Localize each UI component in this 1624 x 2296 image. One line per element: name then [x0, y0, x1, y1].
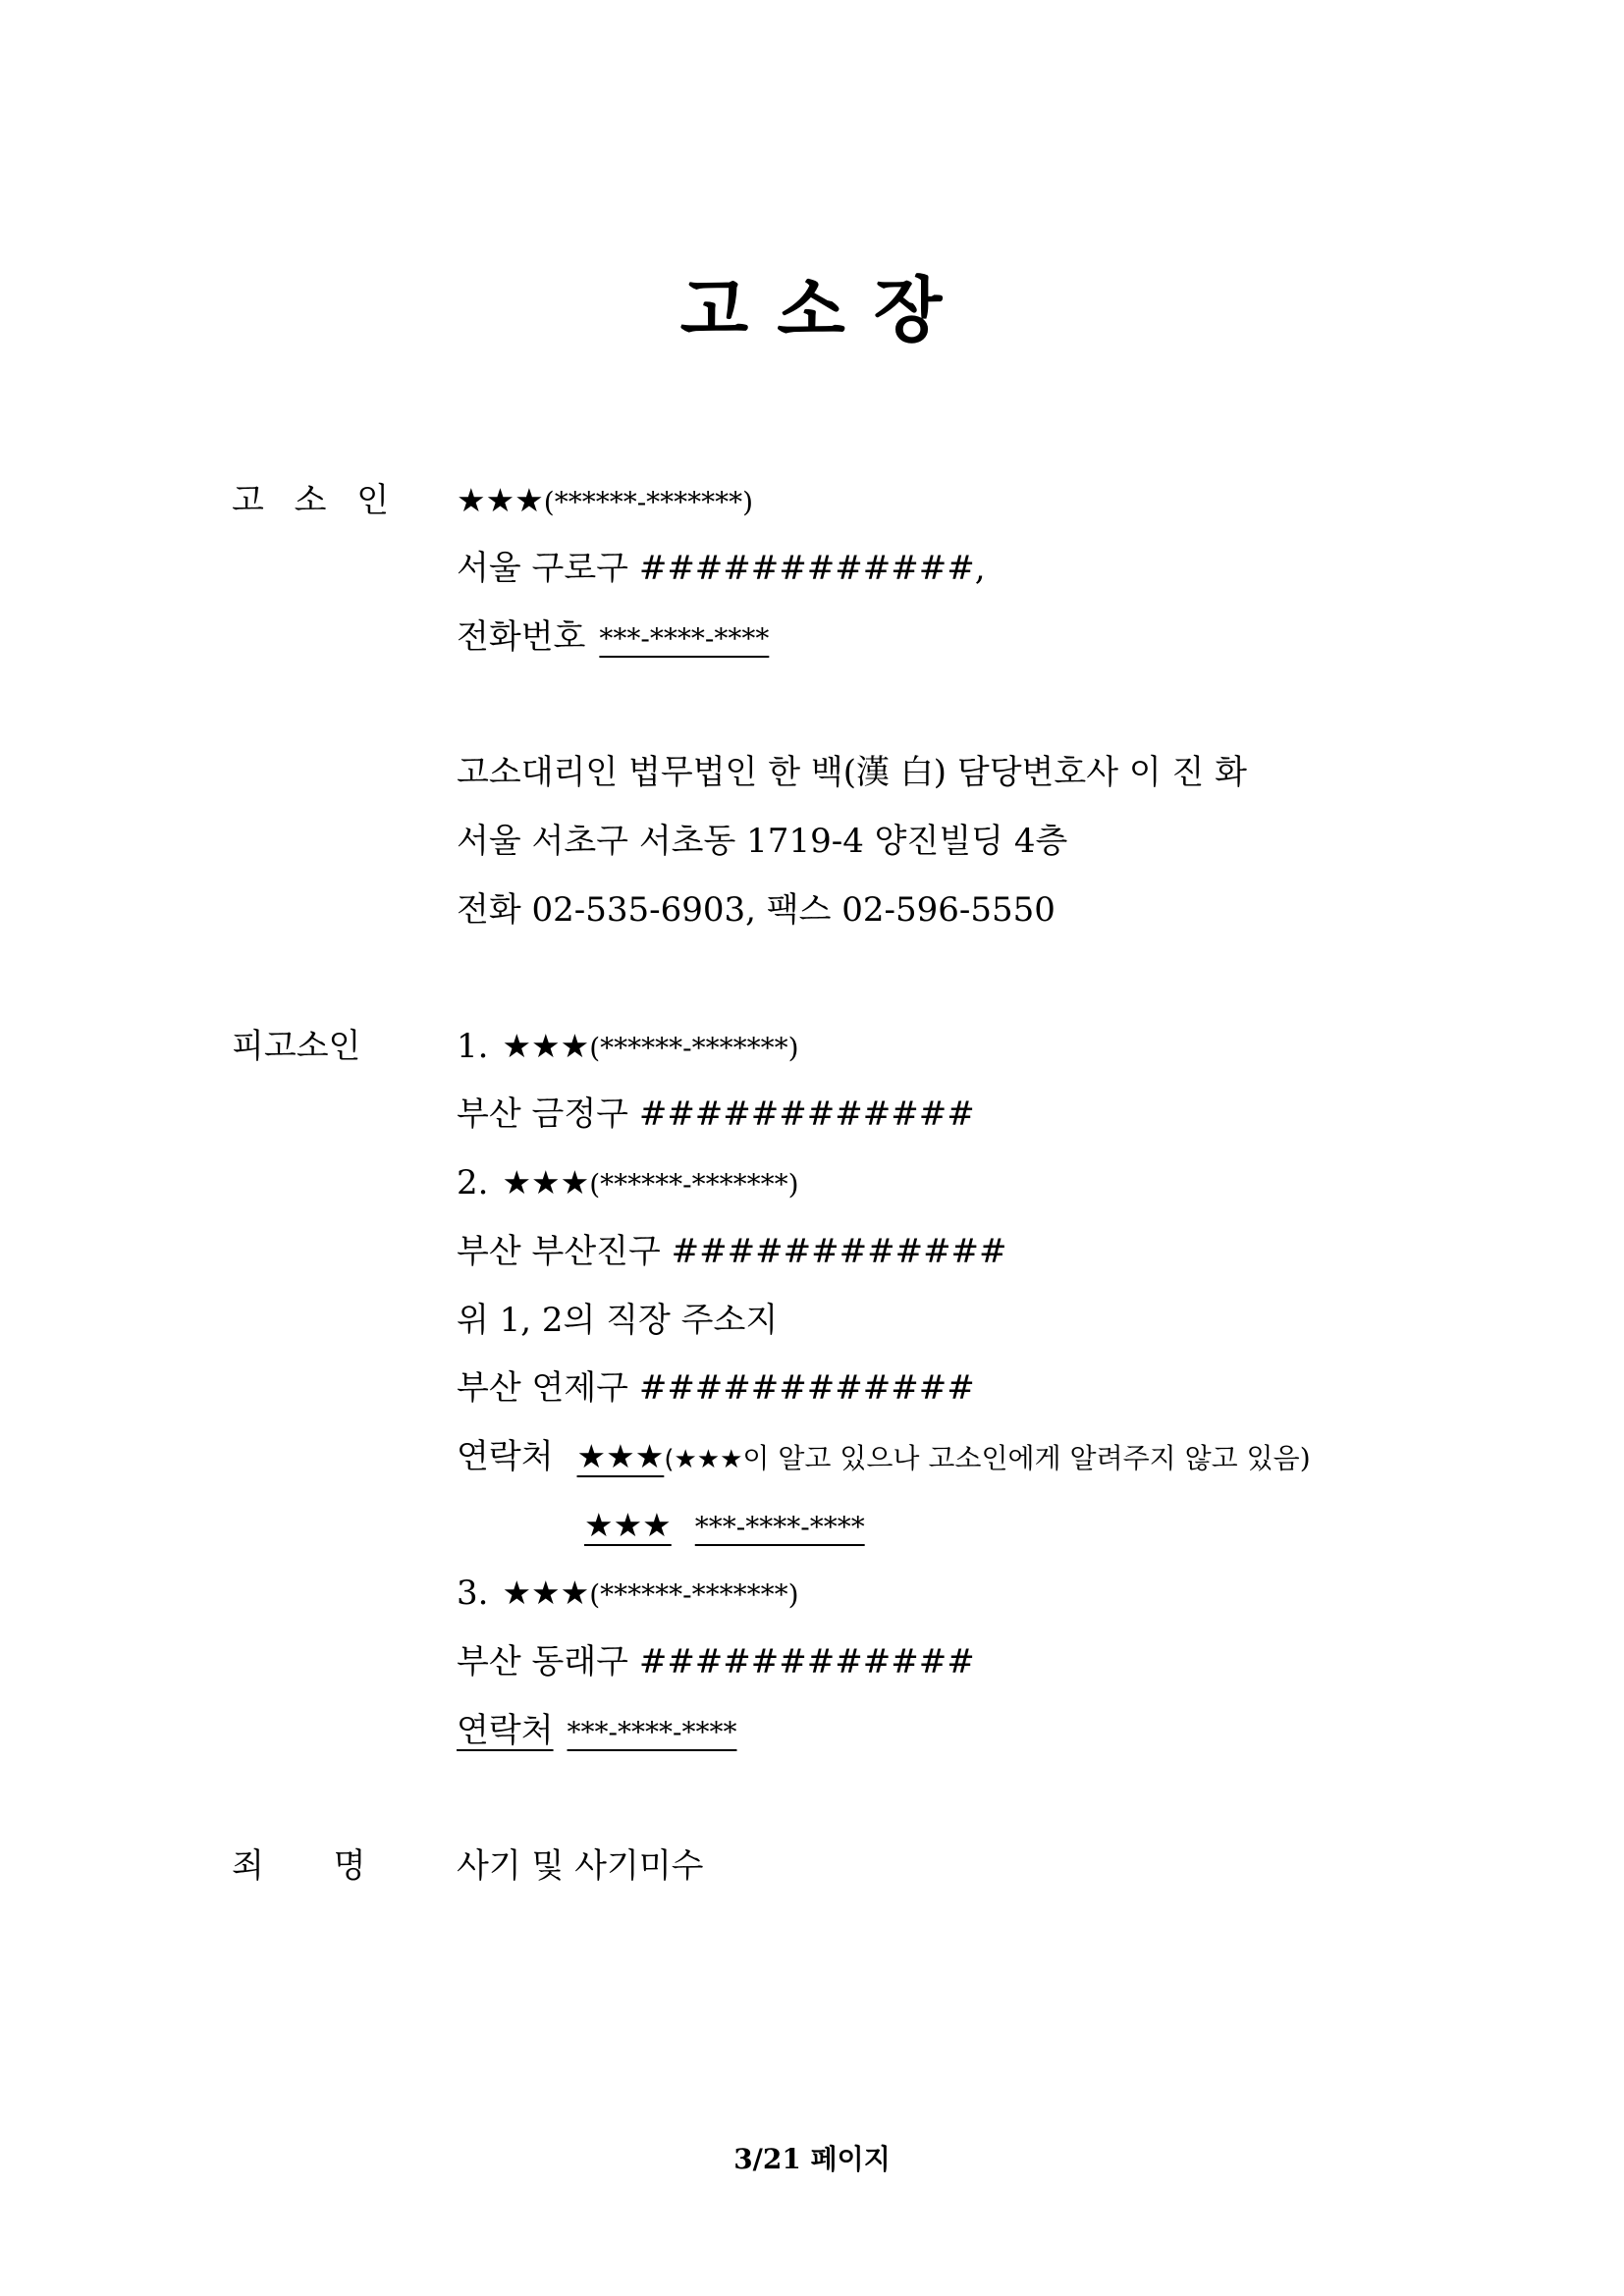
defendant-3-name-mask: ★★★: [502, 1574, 590, 1612]
complainant-label: 고 소 인: [232, 481, 400, 520]
defendants-label: 피고소인: [232, 1027, 361, 1066]
complainant-id-mask: (******-*******): [543, 486, 754, 518]
defendant-1-address: 부산 금정구 ############: [457, 1095, 975, 1134]
workplace-address: 부산 연제구 ############: [457, 1368, 975, 1408]
defendant-3-number: 3.: [457, 1574, 489, 1613]
defendant-3-contact: [457, 1708, 736, 1755]
contact-line: [457, 1434, 1311, 1482]
complainant-phone: ***-****-****: [599, 622, 770, 655]
contact-line-2-phone: ***-****-****: [694, 1511, 865, 1543]
defendant-3-contact-phone: ***-****-****: [567, 1716, 737, 1748]
contact-name-mask: ★★★: [576, 1437, 665, 1475]
page-number: 3/21 페이지: [733, 2143, 891, 2175]
workplace-label: 위 1, 2의 직장 주소지: [457, 1301, 779, 1340]
complainant-address: 서울 구로구 ############,: [457, 549, 986, 588]
defendant-1-number: 1.: [457, 1027, 489, 1066]
page-title: 고 소 장: [679, 269, 945, 351]
defendant-1-name-mask: ★★★: [502, 1027, 590, 1065]
contact-label: 연락처: [457, 1437, 554, 1476]
contact-note: 이 알고 있으나 고소인에게 알려주지 않고 있음): [742, 1442, 1311, 1474]
defendant-3-id-mask: (******-*******): [589, 1578, 799, 1611]
contact-line-2: [584, 1503, 865, 1550]
defendant-2-id-mask: (******-*******): [589, 1168, 799, 1201]
defendant-2-line: [457, 1160, 799, 1207]
complainant-name-mask: ★★★: [457, 481, 544, 519]
defendant-1-line: [457, 1024, 799, 1071]
charge-value: 사기 및 사기미수: [457, 1846, 704, 1886]
attorney-contact: 전화 02-535-6903, 팩스 02-596-5550: [457, 890, 1056, 930]
defendant-3-contact-label: 연락처: [457, 1711, 554, 1750]
complainant-phone-label: 전화번호: [457, 617, 586, 657]
defendant-3-contact-underlined: [457, 1711, 736, 1750]
contact-note-stars: (★★★: [664, 1445, 743, 1474]
attorney-address: 서울 서초구 서초동 1719-4 양진빌딩 4층: [457, 822, 1068, 861]
contact-line-2-underlined: [584, 1506, 865, 1545]
defendant-3-line: [457, 1571, 799, 1618]
defendant-2-number: 2.: [457, 1163, 489, 1202]
defendant-3-address: 부산 동래구 ############: [457, 1642, 975, 1682]
complainant-name-line: [457, 478, 753, 525]
defendant-2-address: 부산 부산진구 ############: [457, 1232, 1007, 1271]
defendant-2-name-mask: ★★★: [502, 1163, 590, 1201]
complainant-phone-line: [457, 614, 769, 662]
contact-line-2-name: ★★★: [584, 1506, 672, 1544]
defendant-1-id-mask: (******-*******): [589, 1032, 799, 1064]
attorney-line-1: 고소대리인 법무법인 한 백(漢 白) 담당변호사 이 진 화: [457, 753, 1248, 792]
charge-label: 죄 명: [232, 1846, 366, 1886]
